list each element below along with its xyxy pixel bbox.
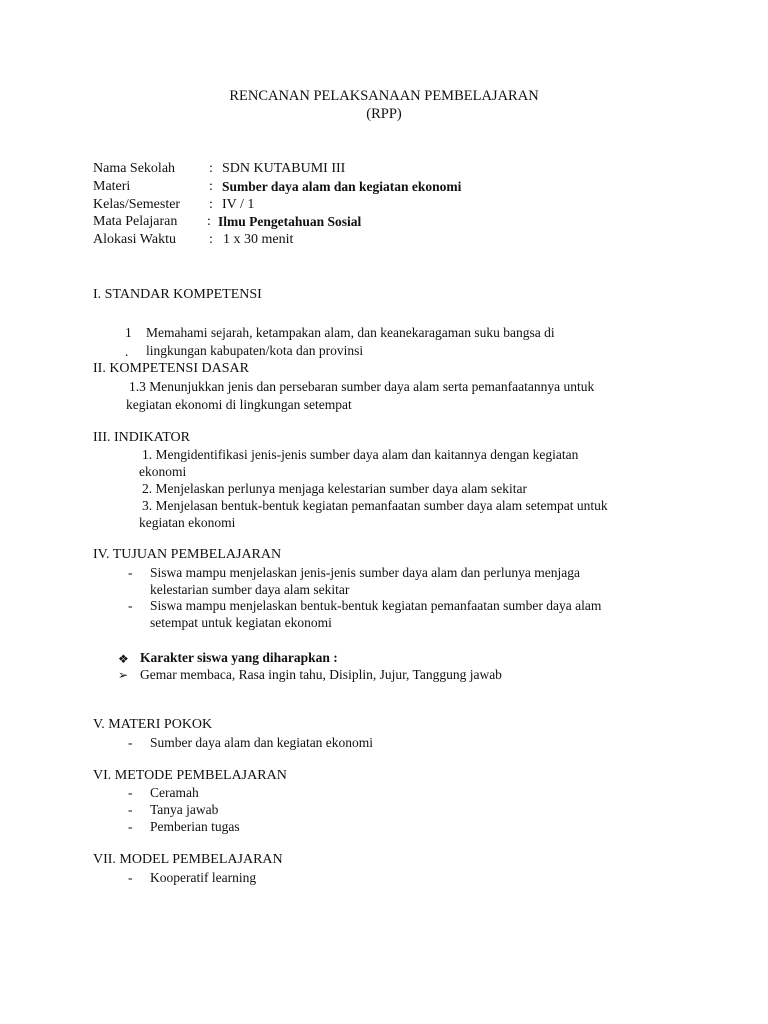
- karakter-text: Gemar membaca, Rasa ingin tahu, Disiplin, Jujur, Tanggung jawab: [140, 667, 502, 682]
- diamond-bullet-icon: ❖: [118, 652, 129, 666]
- list-item-text: Tanya jawab: [150, 802, 219, 817]
- identity-sep: :: [209, 161, 213, 176]
- list-dash: -: [128, 819, 133, 834]
- list-item-text: Pemberian tugas: [150, 819, 240, 834]
- list-item-text: lingkungan kabupaten/kota dan provinsi: [146, 343, 364, 358]
- identity-value: Sumber daya alam dan kegiatan ekonomi: [222, 179, 462, 194]
- identity-sep: :: [209, 179, 213, 194]
- paragraph-line: kegiatan ekonomi di lingkungan setempat: [126, 397, 352, 412]
- list-dash: -: [128, 565, 133, 580]
- identity-label: Nama Sekolah: [93, 161, 176, 176]
- document-subtitle: (RPP): [366, 106, 402, 122]
- paragraph-line: 3. Menjelasan bentuk-bentuk kegiatan pemanfaatan sumber daya alam setempat untuk: [142, 498, 608, 513]
- section-heading-metode: VI. METODE PEMBELAJARAN: [93, 768, 287, 783]
- identity-label: Kelas/Semester: [93, 197, 181, 212]
- paragraph-line: 2. Menjelaskan perlunya menjaga kelestarian sumber daya alam sekitar: [142, 481, 527, 496]
- identity-label: Mata Pelajaran: [93, 214, 178, 229]
- list-item-text: Sumber daya alam dan kegiatan ekonomi: [150, 735, 374, 750]
- list-dash: -: [128, 598, 133, 613]
- identity-sep: :: [207, 214, 211, 229]
- identity-value: 1 x 30 menit: [223, 232, 294, 247]
- identity-value: Ilmu Pengetahuan Sosial: [218, 214, 362, 229]
- section-heading-kompetensi-dasar: II. KOMPETENSI DASAR: [93, 361, 249, 376]
- identity-value: IV / 1: [222, 197, 255, 212]
- list-dash: -: [128, 785, 133, 800]
- list-item-text: Siswa mampu menjelaskan jenis-jenis sumber daya alam dan perlunya menjaga: [150, 565, 580, 580]
- identity-sep: :: [209, 197, 213, 212]
- section-heading-tujuan: IV. TUJUAN PEMBELAJARAN: [93, 547, 282, 562]
- identity-label: Materi: [93, 179, 131, 194]
- list-item-text: Siswa mampu menjelaskan bentuk-bentuk kegiatan pemanfaatan sumber daya alam: [150, 598, 602, 613]
- identity-label: Alokasi Waktu: [93, 232, 176, 247]
- paragraph-line: 1. Mengidentifikasi jenis-jenis sumber daya alam dan kaitannya dengan kegiatan: [142, 447, 579, 462]
- section-heading-materi: V. MATERI POKOK: [93, 717, 213, 732]
- document-title: RENCANAN PELAKSANAAN PEMBELAJARAN: [229, 88, 539, 104]
- paragraph-line: kegiatan ekonomi: [139, 515, 236, 530]
- list-item-text: Memahami sejarah, ketampakan alam, dan keanekaragaman suku bangsa di: [146, 325, 555, 340]
- arrow-bullet-icon: ➢: [118, 668, 129, 682]
- section-heading-model: VII. MODEL PEMBELAJARAN: [93, 852, 283, 867]
- list-dash: -: [128, 870, 133, 885]
- paragraph-line: ekonomi: [139, 464, 187, 479]
- identity-sep: :: [209, 232, 213, 247]
- list-item-text: Kooperatif learning: [150, 870, 257, 885]
- list-number-dot: .: [125, 344, 129, 359]
- identity-value: SDN KUTABUMI III: [222, 161, 346, 176]
- list-dash: -: [128, 735, 133, 750]
- section-heading-standar-kompetensi: I. STANDAR KOMPETENSI: [93, 287, 262, 302]
- karakter-heading: Karakter siswa yang diharapkan :: [140, 650, 338, 665]
- list-item-text: Ceramah: [150, 785, 199, 800]
- list-item-text: setempat untuk kegiatan ekonomi: [150, 615, 332, 630]
- list-number: 1: [125, 325, 132, 340]
- list-dash: -: [128, 802, 133, 817]
- paragraph-line: 1.3 Menunjukkan jenis dan persebaran sumber daya alam serta pemanfaatannya untuk: [129, 379, 595, 394]
- list-item-text: kelestarian sumber daya alam sekitar: [150, 582, 350, 597]
- section-heading-indikator: III. INDIKATOR: [93, 430, 190, 445]
